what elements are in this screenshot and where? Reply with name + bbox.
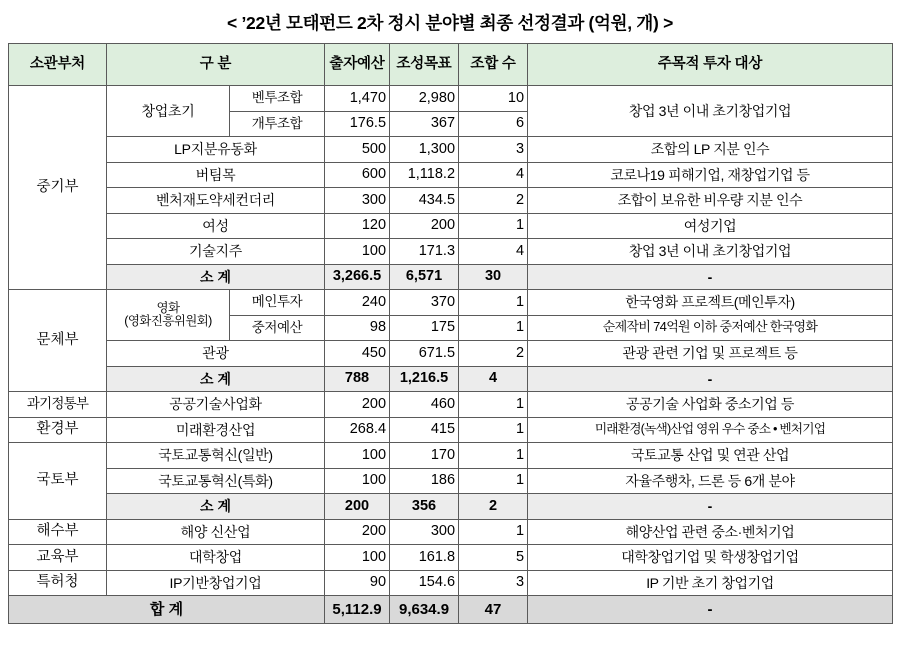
cell-target: - bbox=[528, 596, 893, 624]
cell-target: IP 기반 초기 창업기업 bbox=[528, 570, 893, 596]
fund-selection-table bbox=[8, 43, 893, 624]
cell-contribution: 100 bbox=[325, 239, 390, 265]
cell-contribution: 90 bbox=[325, 570, 390, 596]
cell-subdivision: 벤투조합 bbox=[230, 86, 325, 112]
column-header-target: 주목적 투자 대상 bbox=[528, 44, 893, 86]
cell-formation: 370 bbox=[390, 290, 459, 316]
cell-ministry: 과기정통부 bbox=[9, 392, 107, 418]
table-row bbox=[9, 239, 893, 265]
cell-target: 미래환경(녹색)산업 영위 우수 중소 • 벤처기업 bbox=[528, 417, 893, 443]
cell-total-label: 합 계 bbox=[9, 596, 325, 624]
cell-formation: 9,634.9 bbox=[390, 596, 459, 624]
cell-contribution: 176.5 bbox=[325, 111, 390, 137]
cell-target: 관광 관련 기업 및 프로젝트 등 bbox=[528, 341, 893, 367]
cell-formation: 1,300 bbox=[390, 137, 459, 163]
cell-ministry: 교육부 bbox=[9, 545, 107, 571]
cell-funds: 5 bbox=[459, 545, 528, 571]
cell-target: 창업 3년 이내 초기창업기업 bbox=[528, 239, 893, 265]
table-row-total bbox=[9, 596, 893, 624]
cell-subtotal-label: 소 계 bbox=[107, 366, 325, 392]
cell-target: 공공기술 사업화 중소기업 등 bbox=[528, 392, 893, 418]
table-row bbox=[9, 392, 893, 418]
cell-formation: 175 bbox=[390, 315, 459, 341]
table-row bbox=[9, 570, 893, 596]
cell-division: 창업초기 bbox=[107, 86, 230, 137]
cell-contribution: 788 bbox=[325, 366, 390, 392]
cell-formation: 367 bbox=[390, 111, 459, 137]
cell-formation: 356 bbox=[390, 494, 459, 520]
cell-division-line2: (영화진흥위원회) bbox=[124, 314, 212, 328]
cell-contribution: 3,266.5 bbox=[325, 264, 390, 290]
cell-funds: 4 bbox=[459, 366, 528, 392]
cell-contribution: 200 bbox=[325, 494, 390, 520]
cell-target: 창업 3년 이내 초기창업기업 bbox=[528, 86, 893, 137]
cell-funds: 1 bbox=[459, 519, 528, 545]
cell-funds: 4 bbox=[459, 239, 528, 265]
cell-division: 버팀목 bbox=[107, 162, 325, 188]
cell-division: 벤처재도약세컨더리 bbox=[107, 188, 325, 214]
cell-contribution: 300 bbox=[325, 188, 390, 214]
cell-contribution: 450 bbox=[325, 341, 390, 367]
cell-target: - bbox=[528, 264, 893, 290]
cell-contribution: 240 bbox=[325, 290, 390, 316]
column-header-funds: 조합 수 bbox=[459, 44, 528, 86]
cell-subtotal-label: 소 계 bbox=[107, 264, 325, 290]
cell-contribution: 500 bbox=[325, 137, 390, 163]
cell-subdivision: 개투조합 bbox=[230, 111, 325, 137]
cell-formation: 1,216.5 bbox=[390, 366, 459, 392]
cell-formation: 434.5 bbox=[390, 188, 459, 214]
cell-formation: 460 bbox=[390, 392, 459, 418]
table-row bbox=[9, 545, 893, 571]
cell-funds: 1 bbox=[459, 290, 528, 316]
cell-funds: 3 bbox=[459, 137, 528, 163]
cell-formation: 154.6 bbox=[390, 570, 459, 596]
cell-division: 기술지주 bbox=[107, 239, 325, 265]
table-row bbox=[9, 188, 893, 214]
cell-ministry: 특허청 bbox=[9, 570, 107, 596]
cell-formation: 671.5 bbox=[390, 341, 459, 367]
cell-formation: 171.3 bbox=[390, 239, 459, 265]
cell-formation: 170 bbox=[390, 443, 459, 469]
cell-division: 관광 bbox=[107, 341, 325, 367]
cell-target: 조합이 보유한 비우량 지분 인수 bbox=[528, 188, 893, 214]
cell-target: 자율주행차, 드론 등 6개 분야 bbox=[528, 468, 893, 494]
table-header bbox=[9, 44, 893, 86]
table-row bbox=[9, 519, 893, 545]
cell-division: 미래환경산업 bbox=[107, 417, 325, 443]
table-body bbox=[9, 86, 893, 624]
cell-funds: 1 bbox=[459, 213, 528, 239]
cell-funds: 1 bbox=[459, 392, 528, 418]
cell-funds: 6 bbox=[459, 111, 528, 137]
cell-contribution: 100 bbox=[325, 443, 390, 469]
cell-target: - bbox=[528, 366, 893, 392]
cell-contribution: 100 bbox=[325, 545, 390, 571]
cell-funds: 30 bbox=[459, 264, 528, 290]
cell-target: 여성기업 bbox=[528, 213, 893, 239]
cell-funds: 2 bbox=[459, 341, 528, 367]
cell-target: 코로나19 피해기업, 재창업기업 등 bbox=[528, 162, 893, 188]
cell-ministry: 국토부 bbox=[9, 443, 107, 520]
table-row bbox=[9, 468, 893, 494]
cell-funds: 1 bbox=[459, 443, 528, 469]
cell-division: 공공기술사업화 bbox=[107, 392, 325, 418]
cell-target: 국토교통 산업 및 연관 산업 bbox=[528, 443, 893, 469]
cell-formation: 415 bbox=[390, 417, 459, 443]
cell-division: 대학창업 bbox=[107, 545, 325, 571]
column-header-contribution: 출자예산 bbox=[325, 44, 390, 86]
cell-target: 한국영화 프로젝트(메인투자) bbox=[528, 290, 893, 316]
cell-contribution: 98 bbox=[325, 315, 390, 341]
cell-division-line1: 영화 bbox=[156, 300, 180, 315]
cell-funds: 10 bbox=[459, 86, 528, 112]
column-header-ministry: 소관부처 bbox=[9, 44, 107, 86]
cell-subtotal-label: 소 계 bbox=[107, 494, 325, 520]
table-row bbox=[9, 137, 893, 163]
cell-ministry: 문체부 bbox=[9, 290, 107, 392]
cell-contribution: 100 bbox=[325, 468, 390, 494]
cell-funds: 1 bbox=[459, 468, 528, 494]
cell-division: 국토교통혁신(특화) bbox=[107, 468, 325, 494]
page-title: < ’22년 모태펀드 2차 정시 분야별 최종 선정결과 (억원, 개) > bbox=[226, 13, 674, 33]
cell-formation: 1,118.2 bbox=[390, 162, 459, 188]
table-row-subtotal bbox=[9, 494, 893, 520]
cell-contribution: 5,112.9 bbox=[325, 596, 390, 624]
cell-funds: 2 bbox=[459, 188, 528, 214]
cell-funds: 3 bbox=[459, 570, 528, 596]
cell-division: 해양 신산업 bbox=[107, 519, 325, 545]
cell-contribution: 200 bbox=[325, 392, 390, 418]
cell-funds: 2 bbox=[459, 494, 528, 520]
column-header-division: 구 분 bbox=[107, 44, 325, 86]
cell-subdivision: 메인투자 bbox=[230, 290, 325, 316]
cell-division: 국토교통혁신(일반) bbox=[107, 443, 325, 469]
cell-target: 순제작비 74억원 이하 중저예산 한국영화 bbox=[528, 315, 893, 341]
cell-division: 여성 bbox=[107, 213, 325, 239]
cell-ministry: 해수부 bbox=[9, 519, 107, 545]
cell-formation: 161.8 bbox=[390, 545, 459, 571]
cell-ministry: 환경부 bbox=[9, 417, 107, 443]
table-row bbox=[9, 213, 893, 239]
table-row bbox=[9, 341, 893, 367]
cell-division bbox=[107, 290, 230, 341]
cell-target: - bbox=[528, 494, 893, 520]
cell-funds: 47 bbox=[459, 596, 528, 624]
cell-contribution: 600 bbox=[325, 162, 390, 188]
cell-target: 해양산업 관련 중소·벤처기업 bbox=[528, 519, 893, 545]
cell-funds: 1 bbox=[459, 315, 528, 341]
cell-formation: 200 bbox=[390, 213, 459, 239]
table-row bbox=[9, 162, 893, 188]
cell-formation: 2,980 bbox=[390, 86, 459, 112]
table-row bbox=[9, 86, 893, 112]
cell-division: IP기반창업기업 bbox=[107, 570, 325, 596]
cell-division: LP지분유동화 bbox=[107, 137, 325, 163]
table-row-subtotal bbox=[9, 264, 893, 290]
cell-contribution: 268.4 bbox=[325, 417, 390, 443]
cell-funds: 4 bbox=[459, 162, 528, 188]
cell-ministry: 중기부 bbox=[9, 86, 107, 290]
table-row-subtotal bbox=[9, 366, 893, 392]
cell-contribution: 200 bbox=[325, 519, 390, 545]
cell-formation: 300 bbox=[390, 519, 459, 545]
cell-formation: 6,571 bbox=[390, 264, 459, 290]
table-row bbox=[9, 417, 893, 443]
column-header-formation: 조성목표 bbox=[390, 44, 459, 86]
cell-contribution: 1,470 bbox=[325, 86, 390, 112]
cell-target: 조합의 LP 지분 인수 bbox=[528, 137, 893, 163]
table-row bbox=[9, 443, 893, 469]
cell-formation: 186 bbox=[390, 468, 459, 494]
cell-subdivision: 중저예산 bbox=[230, 315, 325, 341]
table-row bbox=[9, 290, 893, 316]
cell-contribution: 120 bbox=[325, 213, 390, 239]
cell-target: 대학창업기업 및 학생창업기업 bbox=[528, 545, 893, 571]
cell-funds: 1 bbox=[459, 417, 528, 443]
